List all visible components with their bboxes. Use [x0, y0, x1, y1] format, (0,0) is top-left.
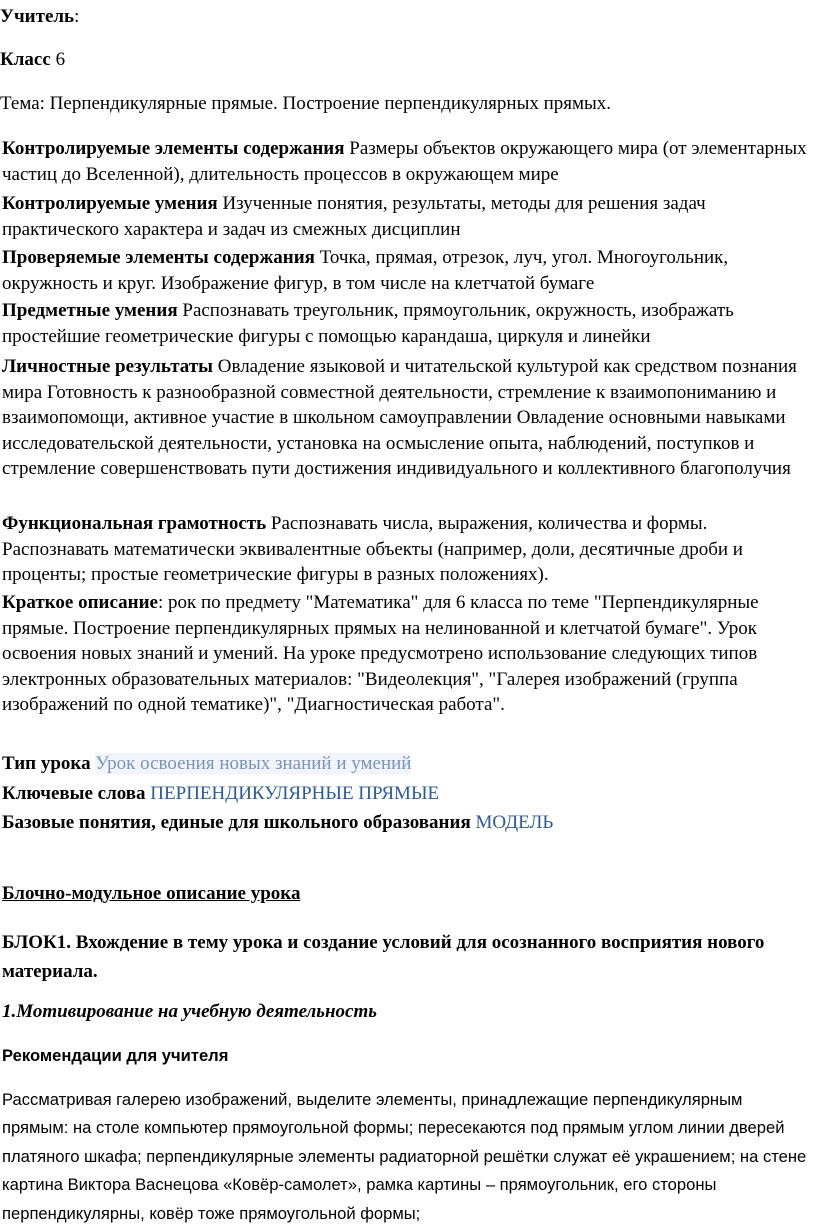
section-text: Точка, прямая, отрезок, луч, угол. Многоугольник, окружность и круг. Изображение фигур, в том числе на клетчатой бумаге	[2, 247, 729, 294]
lesson-type-label: Тип урока	[2, 753, 91, 774]
section-text: Распознавать числа, выражения, количества и формы. Распознавать математически эквивалентные объекты (например, доли, десятичные дроби и проценты; простые геометрические фигуры в разных положениях).	[2, 513, 743, 586]
concepts-label: Базовые понятия, единые для школьного образования	[2, 812, 471, 833]
concepts-value[interactable]: МОДЕЛЬ	[475, 812, 554, 833]
summary-label: Краткое описание	[2, 592, 158, 613]
keywords-label: Ключевые слова	[2, 783, 146, 804]
section-controlled-skills	[0, 191, 812, 242]
section-label: Проверяемые элементы содержания	[2, 247, 315, 268]
recommendations-text: Рассматривая галерею изображений, выделите элементы, принадлежащие перпендикулярным прямым: на столе компьютер прямоугольной формы; пересекаются под прямым углом линии дверей платяного шкафа; перпендикулярные элементы радиаторной решётки служат её украшением; на стене картина Виктора Васнецова «Ковёр-самолет», рамка картины – прямоугольник, его стороны перпендикулярны, ковёр тоже прямоугольной формы;	[2, 1090, 807, 1223]
block-modular-title	[0, 881, 812, 907]
section-content-elements	[0, 136, 812, 187]
recommendations-title	[0, 1043, 812, 1069]
topic-text: Тема: Перпендикулярные прямые. Построение перпендикулярных прямых.	[0, 93, 612, 114]
section-label: Контролируемые умения	[2, 193, 218, 214]
section-label: Контролируемые элементы содержания	[2, 138, 345, 159]
teacher-colon: :	[74, 6, 80, 27]
class-value: 6	[55, 49, 66, 70]
lesson-type-line	[0, 751, 812, 777]
block1-title	[0, 928, 812, 986]
recommendations-heading: Рекомендации для учителя	[2, 1046, 229, 1065]
class-label: Класс	[0, 49, 51, 70]
lesson-type-value: Урок освоения новых знаний и умений	[95, 753, 412, 774]
topic-line	[0, 91, 812, 117]
subsection-heading: 1.Мотивирование на учебную деятельность	[2, 1001, 377, 1022]
teacher-label: Учитель	[0, 6, 75, 27]
keywords-line	[0, 781, 812, 807]
section-text: Размеры объектов окружающего мира (от элементарных частиц до Вселенной), длительность процессов в окружающем мире	[2, 138, 807, 185]
concepts-line	[0, 810, 812, 836]
summary-section	[0, 590, 812, 718]
teacher-line	[0, 4, 812, 30]
section-personal-results	[0, 354, 812, 482]
section-subject-skills	[0, 298, 812, 349]
section-label: Функциональная грамотность	[2, 513, 267, 534]
summary-colon: :	[157, 592, 164, 613]
summary-text: рок по предмету "Математика" для 6 класса по теме "Перпендикулярные прямые. Построение перпендикулярных прямых на нелинованной и клетчатой бумаге". Урок освоения новых знаний и умений. На уроке предусмотрено использование следующих типов электронных образовательных материалов: "Видеолекция", "Галерея изображений (группа изображений по одной тематике)", "Диагностическая работа".	[2, 592, 759, 716]
recommendations-body	[0, 1086, 812, 1228]
section-functional-literacy	[0, 511, 812, 588]
subsection-title	[0, 999, 812, 1025]
section-text: Изученные понятия, результаты, методы для решения задач практического характера и задач из смежных дисциплин	[2, 193, 706, 240]
section-text: Распознавать треугольник, прямоугольник, окружность, изображать простейшие геометрические фигуры с помощью карандаша, циркуля и линейки	[2, 300, 734, 347]
block1-heading: БЛОК1. Вхождение в тему урока и создание условий для осознанного восприятия нового материала.	[2, 932, 765, 982]
section-text: Овладение языковой и читательской культурой как средством познания мира Готовность к разнообразной совместной деятельности, стремление к взаимопониманию и взаимопомощи, активное участие в школьном самоуправлении Овладение основными навыками исследовательской деятельности, установка на осмысление опыта, наблюдений, поступков и стремление совершенствовать пути достижения индивидуального и коллективного благополучия	[2, 356, 797, 480]
class-line	[0, 47, 812, 73]
section-label: Предметные умения	[2, 300, 178, 321]
block-modular-heading: Блочно-модульное описание урока	[2, 883, 301, 904]
keywords-value[interactable]: ПЕРПЕНДИКУЛЯРНЫЕ ПРЯМЫЕ	[150, 783, 440, 804]
section-label: Личностные результаты	[2, 356, 213, 377]
section-checked-elements	[0, 245, 812, 296]
